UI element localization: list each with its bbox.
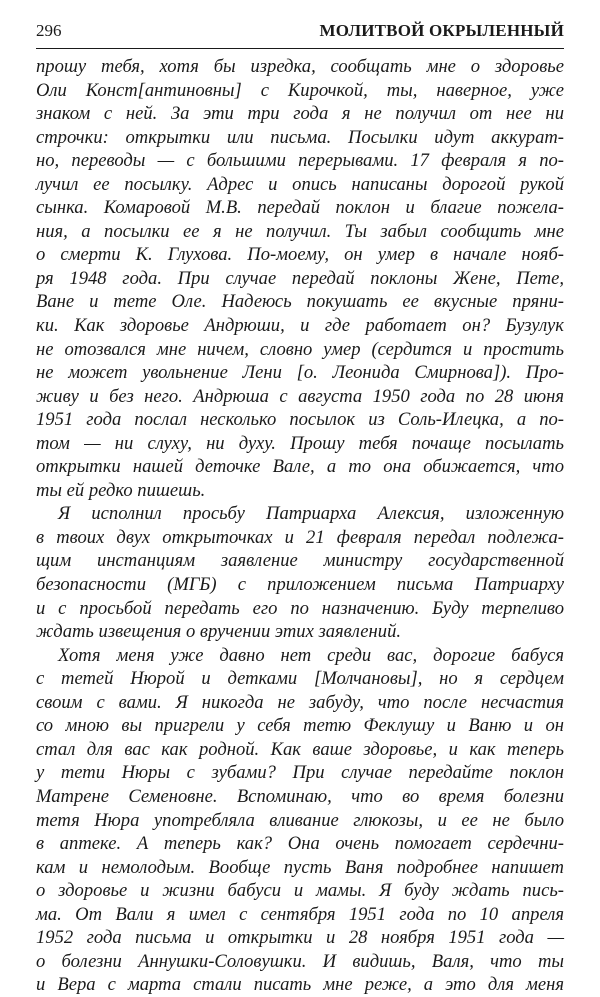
text-line: 1951 года послал несколько посылок из Соль-Илецка, а по- (36, 409, 564, 431)
text-line: о здоровье и жизни бабуси и мамы. Я буду ждать пись- (36, 880, 564, 902)
text-line: ния, а посылки ее я не получил. Ты забыл сообщить мне (36, 220, 564, 242)
text-line: 1952 года письма и открытки и 28 ноября 1951 года — (36, 927, 564, 949)
text-line: прошу тебя, хотя бы изредка, сообщать мне о здоровье (36, 56, 564, 77)
text-line: в аптеке. А теперь как? Она очень помогает сердечни- (36, 833, 564, 855)
text-line: открытки нашей деточке Вале, а то она обижается, что (36, 456, 564, 478)
text-line: у тети Нюры с зубами? При случае передайте поклон (36, 762, 564, 784)
text-line: тетя Нюра употребляла вливание глюкозы, и ее не было (36, 809, 564, 831)
text-line: с тетей Нюрой и детками [Молчановы], но я сердцем (36, 668, 564, 690)
body-text (36, 55, 564, 997)
text-line: живу и без него. Андрюша с августа 1950 года по 28 июня (36, 385, 564, 407)
text-line: сынка. Комаровой М.В. передай поклон и благие пожела- (36, 197, 564, 219)
text-line: лучил ее посылку. Адрес и опись написаны дорогой рукой (36, 173, 564, 195)
text-line: Я исполнил просьбу Патриарха Алексия, изложенную (58, 503, 564, 525)
page-header (36, 18, 564, 49)
text-line: и с просьбой передать его по назначению. Буду терпеливо (36, 597, 564, 619)
text-line: и Вера с марта стали писать мне реже, а это для меня (36, 974, 564, 996)
text-line: ты ей редко пишешь. (36, 479, 206, 501)
running-title: МОЛИТВОЙ ОКРЫЛЕННЫЙ (319, 21, 564, 40)
text-line: в твоих двух открыточках и 21 февраля передал подлежа- (36, 526, 564, 548)
text-line: не может увольнение Лени [о. Леонида Смирнова]). Про- (36, 362, 564, 384)
text-line: знаком с ней. За эти три года я не получил от нее ни (36, 103, 564, 125)
text-line: кам и немолодым. Вообще пусть Ваня подробнее напишет (36, 856, 564, 878)
text-line: Матрене Семеновне. Вспоминаю, что во время болезни (36, 785, 564, 807)
text-line: своим с вами. Я никогда не забуду, что после несчастия (36, 691, 564, 713)
text-line: ки. Как здоровье Андрюши, и где работает он? Бузулук (36, 315, 564, 337)
page-number: 296 (36, 21, 62, 40)
text-line: Хотя меня уже давно нет среди вас, дорогие бабуся (58, 644, 564, 666)
text-line: не отозвался мне ничем, словно умер (сердится и простить (36, 338, 564, 360)
text-line: строчки: открытки или письма. Посылки идут аккурат- (36, 126, 564, 148)
text-line: о болезни Аннушки-Соловушки. И видишь, Валя, что ты (36, 950, 564, 972)
text-line: Оли Конст[антиновны] с Кирочкой, ты, наверное, уже (36, 79, 564, 101)
paragraph (36, 644, 564, 997)
paragraph (36, 55, 564, 502)
text-line: Ване и тете Оле. Надеюсь покушать ее вкусные пряни- (36, 291, 564, 313)
text-line: но, переводы — с большими перерывами. 17 февраля я по- (36, 150, 564, 172)
text-line: ждать извещения о вручении этих заявлений. (36, 621, 402, 643)
text-line: стал для вас как родной. Как ваше здоровье, и как теперь (36, 738, 564, 760)
text-line: щим инстанциям заявление министру государственной (36, 550, 564, 572)
text-line: о смерти К. Глухова. По-моему, он умер в начале нояб- (36, 244, 564, 266)
text-line: ря 1948 года. При случае передай поклоны Жене, Пете, (36, 267, 564, 289)
text-line: безопасности (МГБ) с приложением письма Патриарху (36, 574, 564, 596)
text-line: со мною вы пригрели у себя тетю Феклушу и Ваню и он (36, 715, 564, 737)
text-line: том — ни слуху, ни духу. Прошу тебя почаще посылать (36, 432, 564, 454)
text-line: ма. От Вали я имел с сентября 1951 года по 10 апреля (36, 903, 564, 925)
paragraph (36, 502, 564, 643)
